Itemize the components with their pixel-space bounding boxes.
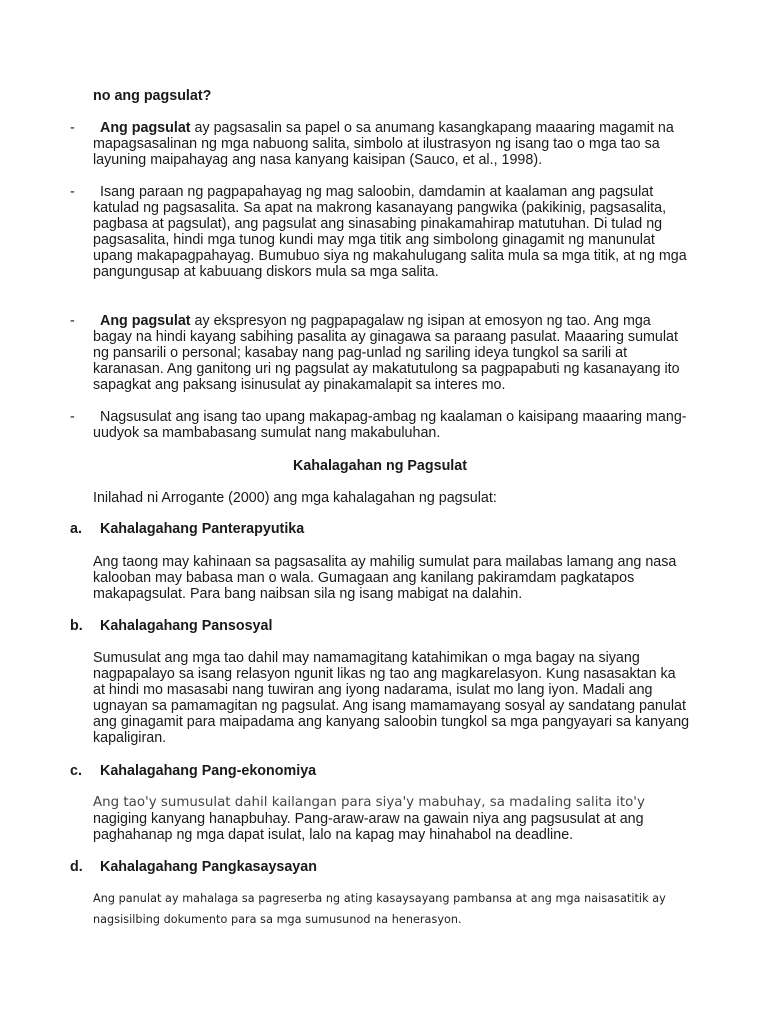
item-body-c-rest: nagiging kanyang hanapbuhay. Pang-araw-araw na gawain niya ang pagsusulat at ang paghahanap ng mga dapat isulat, lalo na kapag may hinahabol na deadline. [93,811,644,843]
item-heading-text: Kahalagahang Pang-ekonomiya [100,763,317,779]
item-letter: d. [70,859,83,875]
item-body-b: Sumusulat ang mga tao dahil may namamagitang katahimikan o mga bagay na siyang nagpapalayo sa isang relasyon ngunit likas ng tao ang magkarelasyon. Kung nasasaktan ka at hindi mo masasabi nang tuwiran ang iyong nadarama, isulat mo lang iyon. Madali ang ugnayan sa pamamagitan ng pagsulat. Ang isang mamamayang sosyal ay sandatang panulat ang ginagamit para maipadama ang kanyang saloobin tungkol sa mga pangyayari sa kanyang kapaligiran. [93,650,690,746]
item-letter: b. [70,618,83,634]
page-title-fragment: no ang pagsulat? [93,88,212,104]
bullet-text: ay ekspresyon ng pagpapagalaw ng isipan at emosyon ng tao. Ang mga bagay na hindi kayang sabihing pasalita ay ginagawa sa paraang pasulat. Maaaring sumulat ng pansarili o personal; kasabay nang pag-unlad ng sariling ideya tungkol sa sarili at karanasan. Ang ganitong uri ng pagsulat ay makatutulong sa pagpapabuti ng kasanayang ito sapagkat ang paksang isinusulat ay pinakamalapit sa interes mo. [93,313,680,393]
item-body-d: Ang panulat ay mahalaga sa pagreserba ng ating kasaysayang pambansa at ang mga naisasatitik ay nagsisilbing dokumento para sa mga sumusunod na henerasyon. [93,892,666,926]
bullet-dash: - [70,409,75,425]
bullet-text: Nagsusulat ang isang tao upang makapag-ambag ng kaalaman o kaisipang maaaring mang-uudyok sa mambabasang sumulat nang makabuluhan. [93,409,687,441]
section-intro: Inilahad ni Arrogante (2000) ang mga kahalagahan ng pagsulat: [93,490,497,506]
item-heading-b [70,618,690,634]
item-heading-c [70,763,690,779]
bullet-dash: - [70,313,75,329]
bullet-text: ay pagsasalin sa papel o sa anumang kasangkapang maaaring magamit na mapagsasalinan ng mga nabuong salita, simbolo at ilustrasyon ng isang tao o mga tao sa layuning maipahayag ang nasa kanyang kaisipan (Sauco, et al., 1998). [93,120,674,168]
item-heading-text: Kahalagahang Pangkasaysayan [100,859,317,875]
bullet-item [70,120,690,168]
bullet-item [70,184,690,280]
bullet-text: Isang paraan ng pagpapahayag ng mag saloobin, damdamin at kaalaman ang pagsulat katulad ng pagsasalita. Sa apat na makrong kasanayang pangwika (pakikinig, pagsasalita, pagbasa at pagsulat), ang pagsulat ang sinasabing pinakamahirap matutuhan. Di tulad ng pagsasalita, hindi mga tunog kundi may mga titik ang simbolong ginagamit ng manunulat upang makapagpahayag. Bumubuo siya ng makahulugang salita mula sa mga titik, at ng mga pangungusap at kabuuang diskors mula sa mga salita. [93,184,687,280]
bullet-bold-lead: Ang pagsulat [100,313,191,329]
item-letter: c. [70,763,82,779]
bullet-item [70,409,690,441]
bullet-dash: - [70,120,75,136]
item-heading-d [70,859,690,875]
bullet-dash: - [70,184,75,200]
item-heading-text: Kahalagahang Pansosyal [100,618,273,634]
item-letter: a. [70,521,82,537]
bullet-item [70,313,690,393]
item-heading-text: Kahalagahang Panterapyutika [100,521,305,537]
item-body-c-line1: Ang tao'y sumusulat dahil kailangan para siya'y mabuhay, sa madaling salita ito'y [93,795,645,810]
item-body-a: Ang taong may kahinaan sa pagsasalita ay mahilig sumulat para mailabas lamang ang nasa kalooban may babasa man o wala. Gumagaan ang kanilang pakiramdam pagkatapos makapagsulat. Para bang naibsan sila ng isang mabigat na dalahin. [93,554,677,602]
item-heading-a [70,521,690,537]
section-title: Kahalagahan ng Pagsulat [293,458,467,474]
bullet-bold-lead: Ang pagsulat [100,120,191,136]
